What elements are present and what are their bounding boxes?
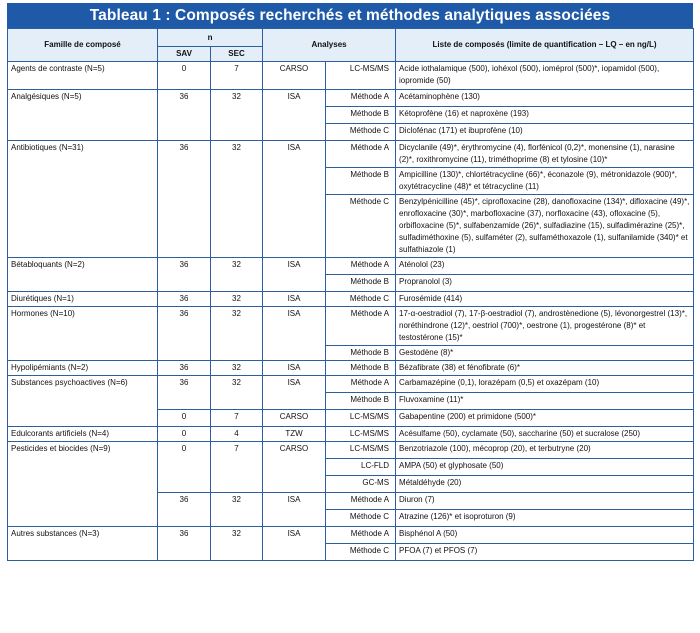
sav-cell: 0: [158, 62, 211, 90]
list-cell: Ampicilline (130)*, chlortétracycline (66)*, éconazole (9), métronidazole (900)*, oxytétracycline (48)* et tétracycline (11): [396, 168, 694, 195]
lab-cell: CARSO: [263, 62, 326, 90]
list-cell: Métaldéhyde (20): [396, 476, 694, 493]
lab-cell: ISA: [263, 307, 326, 361]
table-row: [8, 141, 694, 168]
list-cell: PFOA (7) et PFOS (7): [396, 544, 694, 561]
table-row: [8, 361, 694, 376]
method-cell: Méthode C: [326, 124, 396, 141]
method-cell: LC-MS/MS: [326, 410, 396, 427]
sec-cell: 4: [211, 427, 263, 442]
sec-cell: 32: [211, 493, 263, 527]
sec-cell: 7: [211, 62, 263, 90]
method-cell: Méthode B: [326, 275, 396, 292]
list-cell: Benzotriazole (100), mécoprop (20), et terbutryne (20): [396, 442, 694, 459]
table-title: Tableau 1 : Composés recherchés et méthodes analytiques associées: [7, 3, 693, 28]
list-cell: Aténolol (23): [396, 258, 694, 275]
list-cell: Acésulfame (50), cyclamate (50), saccharine (50) et sucralose (250): [396, 427, 694, 442]
list-cell: Bisphénol A (50): [396, 527, 694, 544]
sav-cell: 36: [158, 90, 211, 141]
lab-cell: CARSO: [263, 442, 326, 493]
lab-cell: ISA: [263, 361, 326, 376]
method-cell: LC-MS/MS: [326, 442, 396, 459]
lab-cell: ISA: [263, 90, 326, 141]
sav-cell: 36: [158, 361, 211, 376]
table-row: [8, 376, 694, 393]
lab-cell: ISA: [263, 527, 326, 561]
famille-cell: Autres substances (N=3): [8, 527, 158, 561]
list-cell: Atrazine (126)* et isoproturon (9): [396, 510, 694, 527]
sav-cell: 0: [158, 427, 211, 442]
data-table: [7, 28, 694, 561]
header-sec: SEC: [211, 47, 263, 62]
method-cell: Méthode A: [326, 307, 396, 346]
sec-cell: 32: [211, 307, 263, 361]
sav-cell: 36: [158, 307, 211, 361]
famille-cell: Antibiotiques (N=31): [8, 141, 158, 258]
method-cell: LC-MS/MS: [326, 427, 396, 442]
sav-cell: 36: [158, 141, 211, 258]
table-row: [8, 442, 694, 459]
method-cell: Méthode C: [326, 195, 396, 258]
header-n: n: [158, 29, 263, 47]
sec-cell: 32: [211, 376, 263, 410]
method-cell: Méthode B: [326, 361, 396, 376]
table-container: [7, 3, 693, 561]
list-cell: Dicyclanile (49)*, érythromycine (4), florfénicol (0,2)*, monensine (1), narasine (2)*, roxithromycine (11), triméthoprime (8) et tylosine (10)*: [396, 141, 694, 168]
famille-cell: Hormones (N=10): [8, 307, 158, 361]
sav-cell: 36: [158, 376, 211, 410]
header-liste: Liste de composés (limite de quantification – LQ – en ng/L): [396, 29, 694, 62]
lab-cell: ISA: [263, 376, 326, 410]
list-cell: Gestodène (8)*: [396, 346, 694, 361]
method-cell: Méthode B: [326, 393, 396, 410]
method-cell: LC-MS/MS: [326, 62, 396, 90]
list-cell: Acide iothalamique (500), iohéxol (500), ioméprol (500)*, iopamidol (500), iopromide (50): [396, 62, 694, 90]
table-row: [8, 258, 694, 275]
list-cell: Furosémide (414): [396, 292, 694, 307]
lab-cell: ISA: [263, 292, 326, 307]
famille-cell: Diurétiques (N=1): [8, 292, 158, 307]
sec-cell: 32: [211, 361, 263, 376]
list-cell: Diclofénac (171) et ibuprofène (10): [396, 124, 694, 141]
list-cell: Fluvoxamine (11)*: [396, 393, 694, 410]
method-cell: Méthode A: [326, 258, 396, 275]
method-cell: Méthode A: [326, 90, 396, 107]
sec-cell: 32: [211, 527, 263, 561]
lab-cell: TZW: [263, 427, 326, 442]
sec-cell: 32: [211, 90, 263, 141]
method-cell: Méthode A: [326, 376, 396, 393]
famille-cell: Analgésiques (N=5): [8, 90, 158, 141]
table-row: [8, 527, 694, 544]
famille-cell: Substances psychoactives (N=6): [8, 376, 158, 427]
list-cell: Bézafibrate (38) et fénofibrate (6)*: [396, 361, 694, 376]
sav-cell: 36: [158, 292, 211, 307]
sav-cell: 36: [158, 527, 211, 561]
method-cell: Méthode C: [326, 510, 396, 527]
list-cell: Acétaminophène (130): [396, 90, 694, 107]
lab-cell: ISA: [263, 258, 326, 292]
sec-cell: 32: [211, 141, 263, 258]
method-cell: GC-MS: [326, 476, 396, 493]
method-cell: Méthode B: [326, 346, 396, 361]
sec-cell: 32: [211, 292, 263, 307]
method-cell: Méthode C: [326, 292, 396, 307]
lab-cell: CARSO: [263, 410, 326, 427]
method-cell: Méthode A: [326, 527, 396, 544]
method-cell: Méthode A: [326, 141, 396, 168]
sec-cell: 7: [211, 410, 263, 427]
table-row: [8, 62, 694, 90]
lab-cell: ISA: [263, 141, 326, 258]
sav-cell: 0: [158, 410, 211, 427]
famille-cell: Bétabloquants (N=2): [8, 258, 158, 292]
famille-cell: Edulcorants artificiels (N=4): [8, 427, 158, 442]
list-cell: Kétoprofène (16) et naproxène (193): [396, 107, 694, 124]
list-cell: Benzylpénicilline (45)*, ciprofloxacine (28), danofloxacine (134)*, difloxacine (49)*, enrofloxacine (30)*, marbofloxacine (37), norfloxacine (43), ofloxacine (5), orbifloxacine (5)*, sulfabenzamide (26)*, sulfadiazine (15), sulfadimérazine (25)*, sulfadiméthoxine (5), sulfaméter (2), sulfaméthoxazole (1), sulfanilamide (340)* et sulfathiazole (1): [396, 195, 694, 258]
list-cell: Gabapentine (200) et primidone (500)*: [396, 410, 694, 427]
list-cell: 17-α-oestradiol (7), 17-β-oestradiol (7), androstènedione (5), lévonorgestrel (13)*, noréthindrone (12)*, oestriol (700)*, oestrone (1), progestérone (8)* et testostérone (15)*: [396, 307, 694, 346]
list-cell: Diuron (7): [396, 493, 694, 510]
famille-cell: Hypolipémiants (N=2): [8, 361, 158, 376]
sec-cell: 32: [211, 258, 263, 292]
table-row: [8, 90, 694, 107]
method-cell: Méthode B: [326, 168, 396, 195]
header-analyses: Analyses: [263, 29, 396, 62]
table-row: [8, 307, 694, 346]
sav-cell: 0: [158, 442, 211, 493]
famille-cell: Pesticides et biocides (N=9): [8, 442, 158, 527]
list-cell: Propranolol (3): [396, 275, 694, 292]
list-cell: Carbamazépine (0,1), lorazépam (0,5) et oxazépam (10): [396, 376, 694, 393]
sec-cell: 7: [211, 442, 263, 493]
header-sav: SAV: [158, 47, 211, 62]
method-cell: Méthode A: [326, 493, 396, 510]
lab-cell: ISA: [263, 493, 326, 527]
method-cell: Méthode C: [326, 544, 396, 561]
famille-cell: Agents de contraste (N=5): [8, 62, 158, 90]
table-row: [8, 427, 694, 442]
method-cell: LC-FLD: [326, 459, 396, 476]
list-cell: AMPA (50) et glyphosate (50): [396, 459, 694, 476]
method-cell: Méthode B: [326, 107, 396, 124]
sav-cell: 36: [158, 258, 211, 292]
table-row: [8, 292, 694, 307]
sav-cell: 36: [158, 493, 211, 527]
header-row: [8, 29, 694, 47]
header-famille: Famille de composé: [8, 29, 158, 62]
